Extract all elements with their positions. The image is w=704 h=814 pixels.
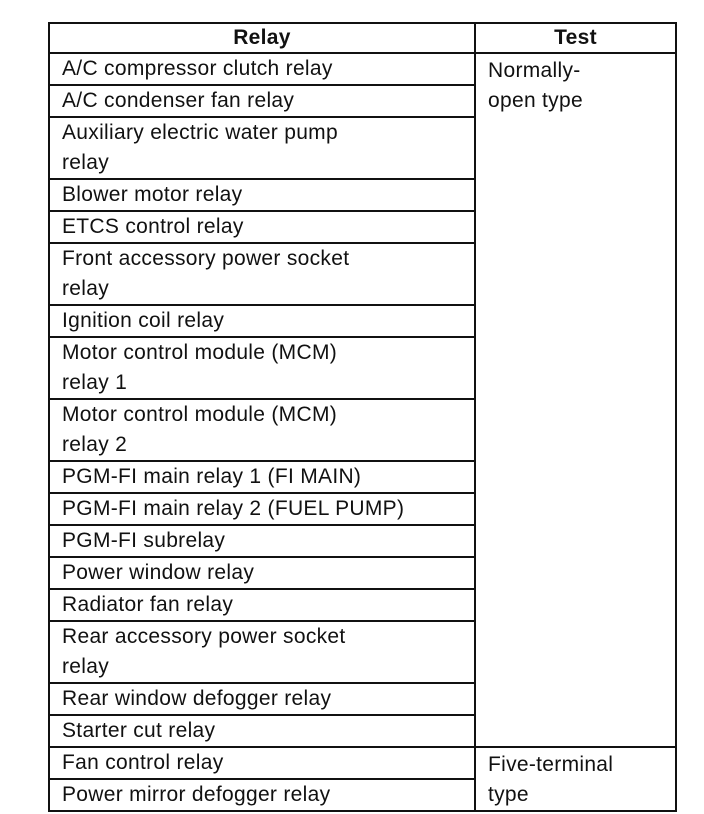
relay-name-line: relay — [62, 277, 110, 300]
header-row — [49, 23, 676, 53]
relay-name — [49, 243, 475, 305]
relay-name: PGM-FI main relay 2 (FUEL PUMP) — [49, 493, 475, 525]
relay-name-line: Motor control module (MCM) — [62, 341, 338, 364]
relay-name: A/C compressor clutch relay — [49, 53, 475, 85]
table-row — [49, 747, 676, 779]
relay-name-line: Front accessory power socket — [62, 247, 350, 270]
test-type-line: open type — [488, 89, 583, 112]
relay-name: Rear window defogger relay — [49, 683, 475, 715]
relay-name: Ignition coil relay — [49, 305, 475, 337]
relay-name: Power window relay — [49, 557, 475, 589]
relay-name — [49, 117, 475, 179]
relay-name: Radiator fan relay — [49, 589, 475, 621]
relay-name: Blower motor relay — [49, 179, 475, 211]
test-type-line: Five-terminal — [488, 753, 614, 776]
test-type — [475, 747, 676, 811]
relay-name-line: relay 1 — [62, 371, 128, 394]
relay-name-line: Rear accessory power socket — [62, 625, 346, 648]
relay-name: Starter cut relay — [49, 715, 475, 747]
relay-name-line: relay 2 — [62, 433, 128, 456]
relay-column-header: Relay — [49, 23, 475, 53]
table-row — [49, 53, 676, 85]
relay-name-line: relay — [62, 151, 110, 174]
relay-name-line: relay — [62, 655, 110, 678]
relay-name: PGM-FI main relay 1 (FI MAIN) — [49, 461, 475, 493]
test-type-line: type — [488, 783, 529, 806]
relay-name: ETCS control relay — [49, 211, 475, 243]
test-type-line: Normally- — [488, 59, 581, 82]
relay-test-table — [48, 22, 677, 812]
relay-name: A/C condenser fan relay — [49, 85, 475, 117]
test-type — [475, 53, 676, 747]
relay-name-line: Auxiliary electric water pump — [62, 121, 338, 144]
test-column-header: Test — [475, 23, 676, 53]
relay-name: Power mirror defogger relay — [49, 779, 475, 811]
relay-name: PGM-FI subrelay — [49, 525, 475, 557]
relay-name — [49, 399, 475, 461]
relay-name — [49, 337, 475, 399]
relay-name-line: Motor control module (MCM) — [62, 403, 338, 426]
relay-name — [49, 621, 475, 683]
relay-name: Fan control relay — [49, 747, 475, 779]
